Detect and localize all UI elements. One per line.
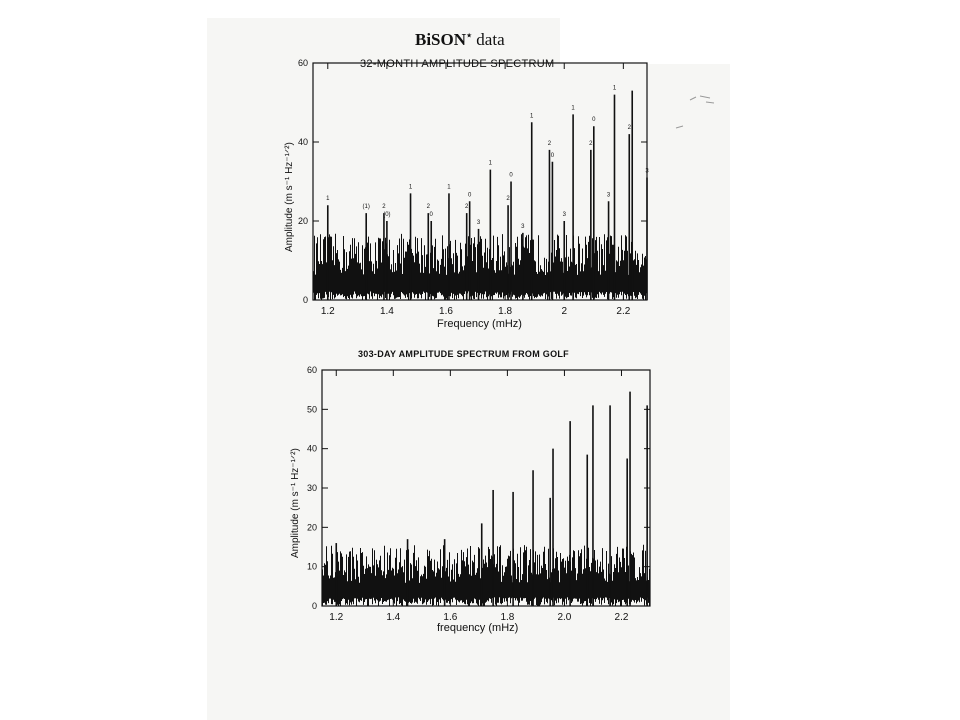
chart1-peak-label: 2	[627, 125, 631, 132]
chart1-peak-label: 1	[447, 184, 451, 191]
chart2-ytick-label: 50	[306, 404, 317, 415]
chart2-xtick-label: 1.2	[329, 612, 344, 623]
title-suffix: data	[476, 30, 505, 49]
chart2-xlabel: frequency (mHz)	[437, 622, 519, 634]
chart1-ytick-label: 0	[302, 295, 308, 305]
chart1-ytick-label: 60	[297, 58, 308, 68]
chart1-peak-label: (1)	[362, 204, 370, 211]
chart1-xtick-label: 1.2	[320, 306, 335, 317]
chart1-peak-label: 3	[476, 219, 481, 226]
chart1-peak-label: 2	[426, 204, 430, 211]
scan-marks	[676, 96, 714, 128]
chart1-peak-label: 0	[592, 117, 596, 124]
chart1-ytick-label: 40	[297, 137, 308, 147]
chart2-xtick-label: 1.4	[386, 612, 401, 623]
chart2-ytick-label: 20	[306, 522, 317, 533]
chart1-xtick-label: 1.4	[379, 306, 394, 317]
chart1-title: 32-MONTH AMPLITUDE SPECTRUM	[360, 58, 555, 70]
chart1-peak-label: 3	[645, 168, 649, 175]
chart2-title: 303-DAY AMPLITUDE SPECTRUM FROM GOLF	[358, 349, 569, 359]
chart1-xtick-label: 2.2	[616, 306, 631, 317]
chart1-xlabel: Frequency (mHz)	[437, 318, 522, 330]
chart1-peak-label: 1	[488, 160, 493, 167]
chart1-peak-label: 2	[382, 204, 386, 211]
title-text: BiSON	[415, 30, 467, 49]
chart1-peak-label: 1	[530, 113, 534, 120]
chart2-xtick-label: 2.0	[557, 612, 572, 623]
chart1-peak-label: 3	[562, 212, 566, 218]
chart1-peak-label: 1	[571, 105, 575, 112]
chart1-peak-label: 1	[326, 196, 330, 203]
chart1-peak-label: 0	[429, 212, 433, 218]
chart1-xtick-label: 1.8	[498, 306, 513, 317]
chart1-peak-label: 0	[509, 172, 513, 179]
chart1-peak-label: 0	[550, 152, 555, 159]
chart1-peak-label: 2	[589, 140, 593, 147]
chart1-noise	[314, 234, 647, 300]
chart2-ytick-label: 60	[306, 365, 317, 375]
chart1-ylabel: Amplitude (m s⁻¹ Hz⁻¹ᐟ²)	[284, 142, 295, 252]
chart1-xtick-label: 2	[561, 306, 568, 317]
chart2-ylabel: Amplitude (m s⁻¹ Hz⁻¹ᐟ²)	[290, 448, 301, 558]
chart1-xtick-label: 1.6	[439, 306, 453, 317]
chart2-xtick-label: 2.2	[614, 612, 629, 623]
chart1-peak-label: 2	[547, 140, 552, 147]
title-star: ⋆	[466, 30, 473, 42]
chart1-peak-label: 1	[612, 85, 617, 92]
chart2-xtick-label: 1.8	[500, 612, 515, 623]
chart1-peak-label: 2	[465, 204, 469, 211]
chart1-ytick-label: 20	[297, 216, 308, 226]
chart2-noise	[323, 545, 650, 606]
chart1-peak-label: 0	[467, 192, 472, 199]
chart1-peak-label: 2	[506, 196, 510, 203]
chart2-ytick-label: 10	[306, 561, 317, 572]
chart2-xtick-label: 1.6	[443, 612, 458, 623]
chart2-ytick-label: 30	[306, 483, 317, 493]
chart2-ytick-label: 40	[306, 443, 317, 454]
chart1-peak-label: 1	[408, 184, 413, 191]
chart1-peak-label: 3	[606, 192, 611, 199]
chart1-peak-label: 3	[521, 223, 525, 230]
chart1-peak-label: (0)	[383, 212, 391, 218]
chart2-ytick-label: 0	[311, 601, 317, 611]
